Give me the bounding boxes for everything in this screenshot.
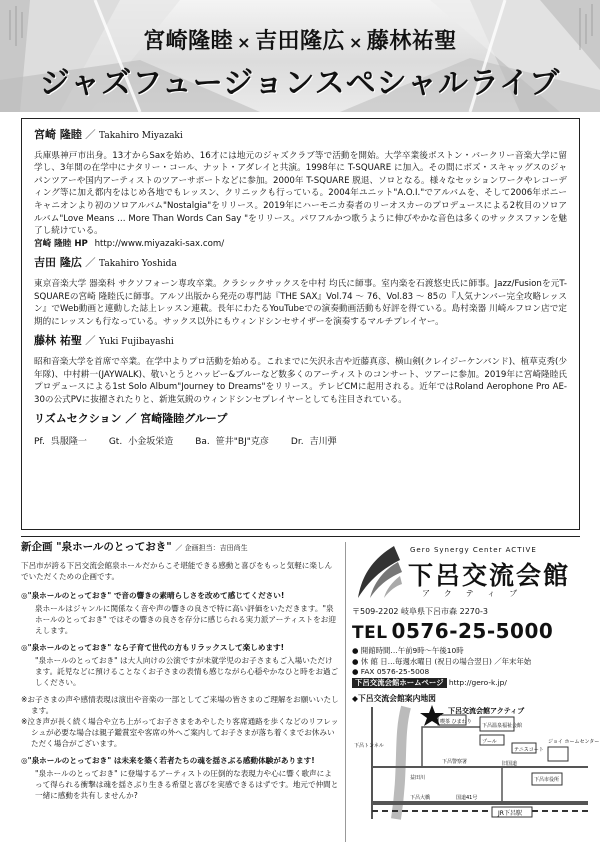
member-name: 吉川弾: [309, 436, 337, 447]
section-divider: [21, 536, 580, 537]
map-label-old-route: 旧国道: [502, 761, 518, 768]
tel-number[interactable]: 0576-25-5000: [391, 619, 554, 643]
bio-hp-label: 宮崎 隆睦 HP: [34, 238, 88, 249]
member-part: Gt.: [108, 436, 123, 447]
homepage-label: 下呂交流会館ホームページ: [352, 678, 447, 689]
bio-yoshida: [34, 257, 567, 328]
member-name: 呉服隆一: [50, 436, 87, 447]
tel-label: TEL: [352, 623, 388, 643]
venue-info: [352, 542, 600, 842]
map-label-bridge: 下呂大橋: [410, 795, 431, 802]
homepage-url[interactable]: http://gero-k.jp/: [448, 677, 507, 687]
map-title: ◆下呂交流会館案内地図: [352, 694, 436, 704]
header-banner: [0, 0, 600, 112]
venue-logo: [352, 542, 590, 604]
map-label-jasco: ジョイ ホームセンター: [548, 739, 600, 746]
bio-hp: [34, 238, 567, 251]
column-divider: [345, 542, 346, 842]
artist-2: 吉田隆広: [254, 29, 345, 54]
venue-details: [352, 646, 590, 688]
bio-text: 昭和音楽大学を首席で卒業。在学中よりプロ活動を始める。これまでに矢沢永吉や近藤真彦、横山剣(クレイジーケンバンド)、植草克秀(少年隊)、中村耕一(JAYWALK)、敬いとうとハッピー&ブルーなど数多くのアーティストのコンサート、ツアーに参加。2019年に宮崎隆睦氏プロデュースによる1st Solo Album"Journey to Dreams"をリリース。テレビCMに起用される。近年ではRoland Aerophone Pro AE-30の公式PVに抜擢されたりと、新進気鋭のウィンドシンセプレイヤーとしても注目されている。: [34, 356, 567, 405]
member-part: Dr.: [290, 436, 304, 447]
profile-box: [21, 118, 580, 530]
map-label-pool: プール: [482, 739, 497, 746]
map-label-cafe: 喫茶 ひまわり: [440, 719, 472, 726]
member-name: 笹井"BJ"克彦: [215, 436, 269, 447]
map-label-tennis: テニスコート: [514, 747, 544, 754]
point-heading: ◎"泉ホールのとっておき" で音の響きの素晴らしさを改めて感じてください!: [21, 591, 285, 600]
bio-fujibayashi: [34, 335, 567, 406]
point-heading: ◎"泉ホールのとっておき" なら子育て世代の方もリラックスして楽しめます!: [21, 643, 285, 652]
project-point-2: [21, 642, 339, 688]
map-label-river: 益田川: [410, 775, 426, 782]
venue-homepage: [352, 678, 590, 689]
bio-name-en: Yuki Fujibayashi: [99, 337, 174, 348]
note: ※泣き声が長く続く場合や立ち上がってお子さまをあやしたり客席通路を歩くなどのリフレッシュが必要な場合は親子鑑賞室や客席の外へご案内してお子さまが落ち着くまでお休みいただく場合がございます。: [21, 717, 339, 748]
project-notes: [21, 694, 339, 749]
bio-name-jp: 藤林 祐聖: [34, 334, 82, 348]
member-part: Pf.: [34, 436, 45, 447]
bio-heading: 藤林 祐聖 ／ Yuki Fujibayashi: [34, 334, 174, 348]
venue-logo-icon: [354, 544, 404, 600]
closed-days: ● 休 館 日…毎週水曜日 (祝日の場合翌日) ／年末年始: [352, 656, 532, 666]
access-map-graphic: [352, 707, 600, 819]
artist-1: 宮崎隆睦: [143, 29, 234, 54]
cross-2: ×: [349, 33, 363, 52]
map-label-hall: 下呂温泉福祉会館: [482, 723, 523, 730]
member: [34, 436, 87, 449]
project-intro: 下呂市が誇る下呂交流会館泉ホールだからこそ堪能できる感動と喜びをもっと気軽に楽しんでいただくための企画です。: [21, 561, 333, 581]
venue-phone: [352, 619, 590, 643]
point-heading: ◎"泉ホールのとっておき" は未来を築く若者たちの魂を揺さぶる感動体験があります!: [21, 756, 315, 765]
map-label-city: 下呂市役所: [534, 777, 560, 784]
project-point-1: [21, 590, 339, 636]
bio-name-en: Takahiro Yoshida: [99, 259, 177, 270]
bio-name-jp: 吉田 隆広: [34, 256, 82, 270]
event-title: ジャズフュージョンスペシャルライブ: [39, 66, 561, 101]
bio-text: 兵庫県神戸市出身。13才からSaxを始め、16才には地元のジャズクラブ等で活動を開始。大学卒業後ボストン・バークリー音楽大学に留学し、3年間の在学中にナタリー・コール、ナット・アダレイと共演。1998年に T-SQUARE に加入。その間にボズ・スキャッグスのジャパンツアーや国内アーティストのツアーサポートなどに参加。2000年 T-SQUARE 脱退、ソロとなる。様々なセッションワークやレコーディング等に加え都内をはじめ各地でもレッスン、クリニックも行っている。2004年ユニット"A.O.I."でアルバムを、そして2006年ポニーキャニオンより初のソロアルバム"Nostalgia"をリリース。2019年にハーモニカ奏者のリーオスカーのプロデュースによる2枚目のソロアルバム"Love Means … More Than Words Can Say "をリリース。パワフルかつ歌うように伸びやかな音色は多くのサックスファンを魅了し続けている。: [34, 150, 567, 237]
member-name: 小金坂栄造: [128, 436, 174, 447]
venue-address: 〒509-2202 岐阜県下呂市森 2270-3: [352, 607, 488, 616]
fax-number: ● FAX 0576-25-5008: [352, 667, 430, 677]
bio-miyazaki: [34, 129, 567, 250]
bio-heading: 宮崎 隆睦 ／ Takahiro Miyazaki: [34, 128, 183, 141]
map-label-police: 下呂警察署: [442, 759, 468, 766]
venue-logo-en: Gero Synergy Center ACTIVE: [410, 546, 537, 554]
project-title-text: 新企画 "泉ホールのとっておき": [21, 541, 172, 553]
artist-3: 藤林祐聖: [366, 29, 457, 54]
bio-text: 東京音楽大学 器楽科 サクソフォーン専攻卒業。クラシックサックスを中村 均氏に師事。室内楽を石渡悠史氏に師事。Jazz/Fusionを元T-SQUAREの宮崎 隆睦氏に師事。アルソ出版から発売の専門誌『THE SAX』Vol.74 〜 76、Vol.83 〜 85の『人気ナンバー完全攻略レッスン』でWeb動画と連動した誌上レッスン連載。長年にわたるYouTubeでの演奏動画活動も好評を得ている。島村楽器 川崎ルフロン店で定期的にレッスンも行なっている。サックス以外にもウィンドシンセサイザーを演奏するマルチプレイヤー。: [34, 278, 567, 327]
venue-logo-kana: アクティブ: [422, 589, 532, 598]
rhythm-section-title: リズムセクション ／ 宮崎隆睦グループ: [34, 412, 228, 426]
map-label-tunnel: 下呂トンネル: [354, 743, 384, 750]
access-map: [352, 707, 600, 823]
point-body: "泉ホールのとっておき" は大人向けの公演ですが未就学児のお子さまもご入場いただけます。託児などに預けることなくお子さまの表情も感じながら心穏やかなひと時をお過ごしください。: [35, 656, 339, 687]
cross-1: ×: [237, 33, 251, 52]
bio-name-en: Takahiro Miyazaki: [99, 131, 183, 141]
project-title: [21, 542, 339, 554]
member: [195, 436, 269, 449]
point-body: 泉ホールはジャンルに関係なく音や声の響きの良さで特に高い評価をいただきます。"泉ホールのとっておき" ではその響きの良さを存分に感じられる実力派アーティストをお迎えします。: [35, 604, 336, 635]
member: [109, 436, 173, 449]
rhythm-members: [34, 436, 567, 449]
note: ※お子さまの声や感情表現は演出や音楽の一部としてご来場の皆さまのご理解をお願いいたします。: [21, 695, 339, 715]
map-label-active: 下呂交流会館アクティブ: [448, 707, 525, 716]
opening-hours: ● 開館時間…午前9時〜午後10時: [352, 646, 464, 655]
venue-logo-jp: 下呂交流会館: [408, 561, 571, 590]
project-planner: ／ 企画担当：吉田尚生: [175, 544, 248, 552]
map-building: [548, 747, 568, 761]
project-point-3: [21, 755, 339, 801]
map-label-station: JR下呂駅: [498, 810, 522, 818]
project-description: [21, 542, 339, 842]
artist-names: [0, 24, 600, 55]
bio-heading: 吉田 隆広 ／ Takahiro Yoshida: [34, 256, 177, 270]
member-part: Ba.: [195, 436, 210, 447]
bio-name-jp: 宮崎 隆睦: [34, 128, 82, 141]
bio-hp-link[interactable]: http://www.miyazaki-sax.com/: [94, 238, 225, 249]
member: [291, 436, 337, 449]
point-body: "泉ホールのとっておき" に登場するアーティストの圧倒的な表現力や心に響く歌声によって得られる衝撃は魂を揺さぶり生きる希望と喜びを実感できるはずです。地元で仲間と一緒に感動を共有しませんか?: [35, 769, 339, 800]
map-label-route: 国道41号: [456, 795, 478, 802]
